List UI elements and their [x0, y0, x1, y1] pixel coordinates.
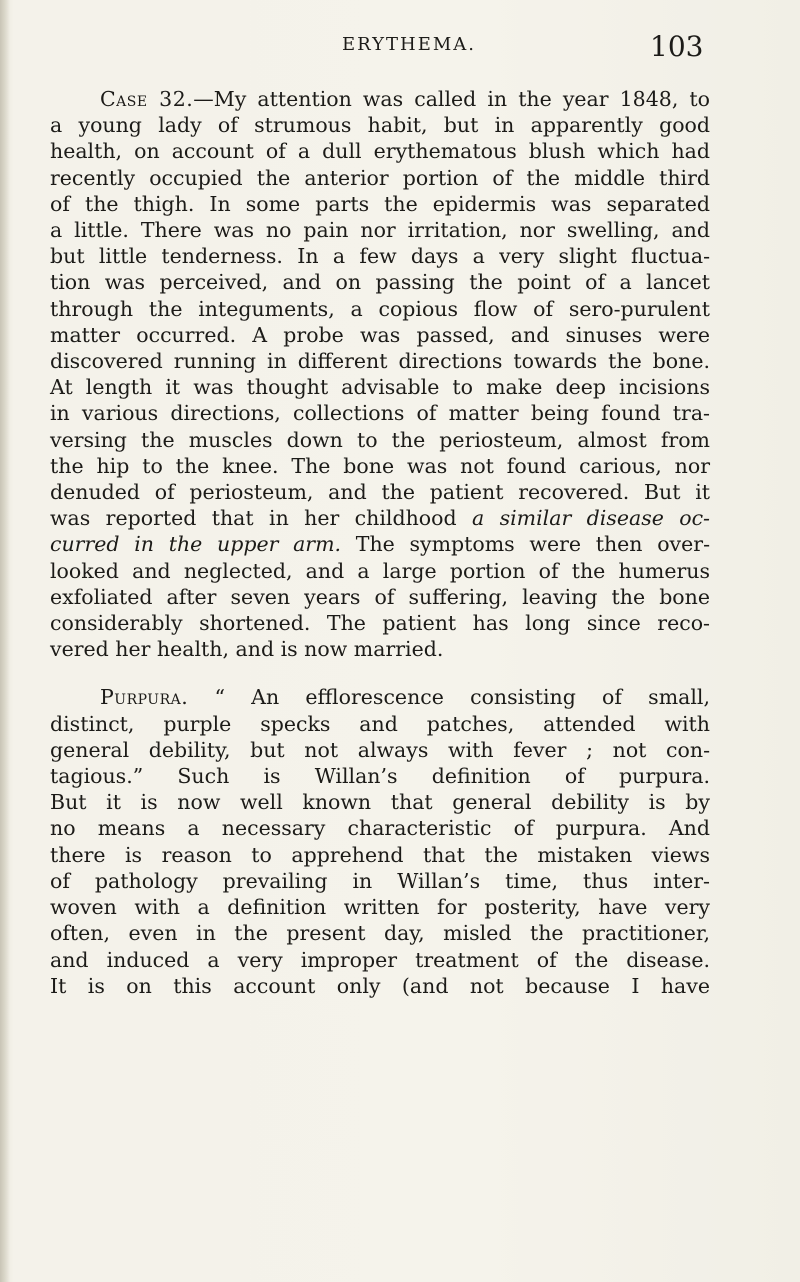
paragraph-gap — [50, 662, 710, 684]
case-line-5: of the thigh. In some parts the epidermis was separated — [50, 191, 710, 216]
purpura-line-7: there is reason to apprehend that the mistaken views — [50, 842, 710, 867]
case-line-19: looked and neglected, and a large portion of the humerus — [50, 558, 710, 583]
purpura-line-10: often, even in the present day, misled the practitioner, — [50, 921, 710, 946]
page-header — [0, 30, 800, 70]
body-text — [50, 86, 710, 999]
purpura-line-4: tagious.” Such is Willan’s definition of purpura. — [50, 764, 710, 789]
case-line-21: considerably shortened. The patient has long since reco- — [50, 611, 710, 636]
purpura-line-1: Purpura. “ An efflorescence consisting of small, — [100, 685, 710, 710]
case-line-2: a young lady of strumous habit, but in apparently good — [50, 113, 710, 138]
purpura-line-8: of pathology prevailing in Willan’s time, thus inter- — [50, 868, 710, 893]
case-line-14: versing the muscles down to the periosteum, almost from — [50, 427, 710, 452]
case-line-11: discovered running in different directions towards the bone. — [50, 349, 710, 374]
case-line-12: At length it was thought advisable to make deep incisions — [50, 375, 710, 400]
case-line-1: Case 32.—My attention was called in the year 1848, to — [100, 87, 710, 111]
running-head: ERYTHEMA. — [342, 34, 477, 55]
case-line-13: in various directions, collections of matter being found tra- — [50, 401, 710, 426]
case-line-17: was reported that in her childhood a similar disease oc- — [50, 506, 710, 531]
purpura-line-5: But it is now well known that general debility is by — [50, 790, 710, 815]
case-line-22: vered her health, and is now married. — [50, 637, 444, 662]
case-line-3: health, on account of a dull erythematous blush which had — [50, 139, 710, 164]
case-line-20: exfoliated after seven years of suffering, leaving the bone — [50, 584, 710, 609]
purpura-label: Purpura. — [100, 685, 189, 710]
italic-phrase: a similar disease oc- — [472, 506, 710, 531]
case-line-6: a little. There was no pain nor irritation, nor swelling, and — [50, 218, 710, 243]
case-line-7: but little tenderness. In a few days a very slight fluctua- — [50, 244, 710, 269]
case-line-10: matter occurred. A probe was passed, and sinuses were — [50, 322, 710, 347]
case-line-18: curred in the upper arm. The symptoms were then over- — [50, 532, 711, 557]
purpura-line-12: It is on this account only (and not because I have — [50, 973, 710, 998]
purpura-line-11: and induced a very improper treatment of the disease. — [50, 947, 710, 972]
case-line-8: tion was perceived, and on passing the point of a lancet — [50, 270, 710, 295]
gutter-shadow — [0, 0, 10, 1282]
page-number: 103 — [650, 30, 704, 63]
case-line-4: recently occupied the anterior portion of the middle third — [50, 165, 710, 190]
case-line-16: denuded of periosteum, and the patient recovered. But it — [50, 480, 710, 505]
purpura-line-9: woven with a definition written for posterity, have very — [50, 895, 710, 920]
case-line-9: through the integuments, a copious flow of sero-purulent — [50, 296, 710, 321]
purpura-line-2: distinct, purple specks and patches, attended with — [50, 711, 710, 736]
purpura-line-3: general debility, but not always with fever ; not con- — [50, 737, 710, 762]
case-line-15: the hip to the knee. The bone was not found carious, nor — [50, 453, 710, 478]
case-label: Case 32. — [100, 87, 194, 111]
italic-phrase: curred in the upper arm. — [50, 532, 342, 557]
purpura-line-6: no means a necessary characteristic of purpura. And — [50, 816, 710, 841]
